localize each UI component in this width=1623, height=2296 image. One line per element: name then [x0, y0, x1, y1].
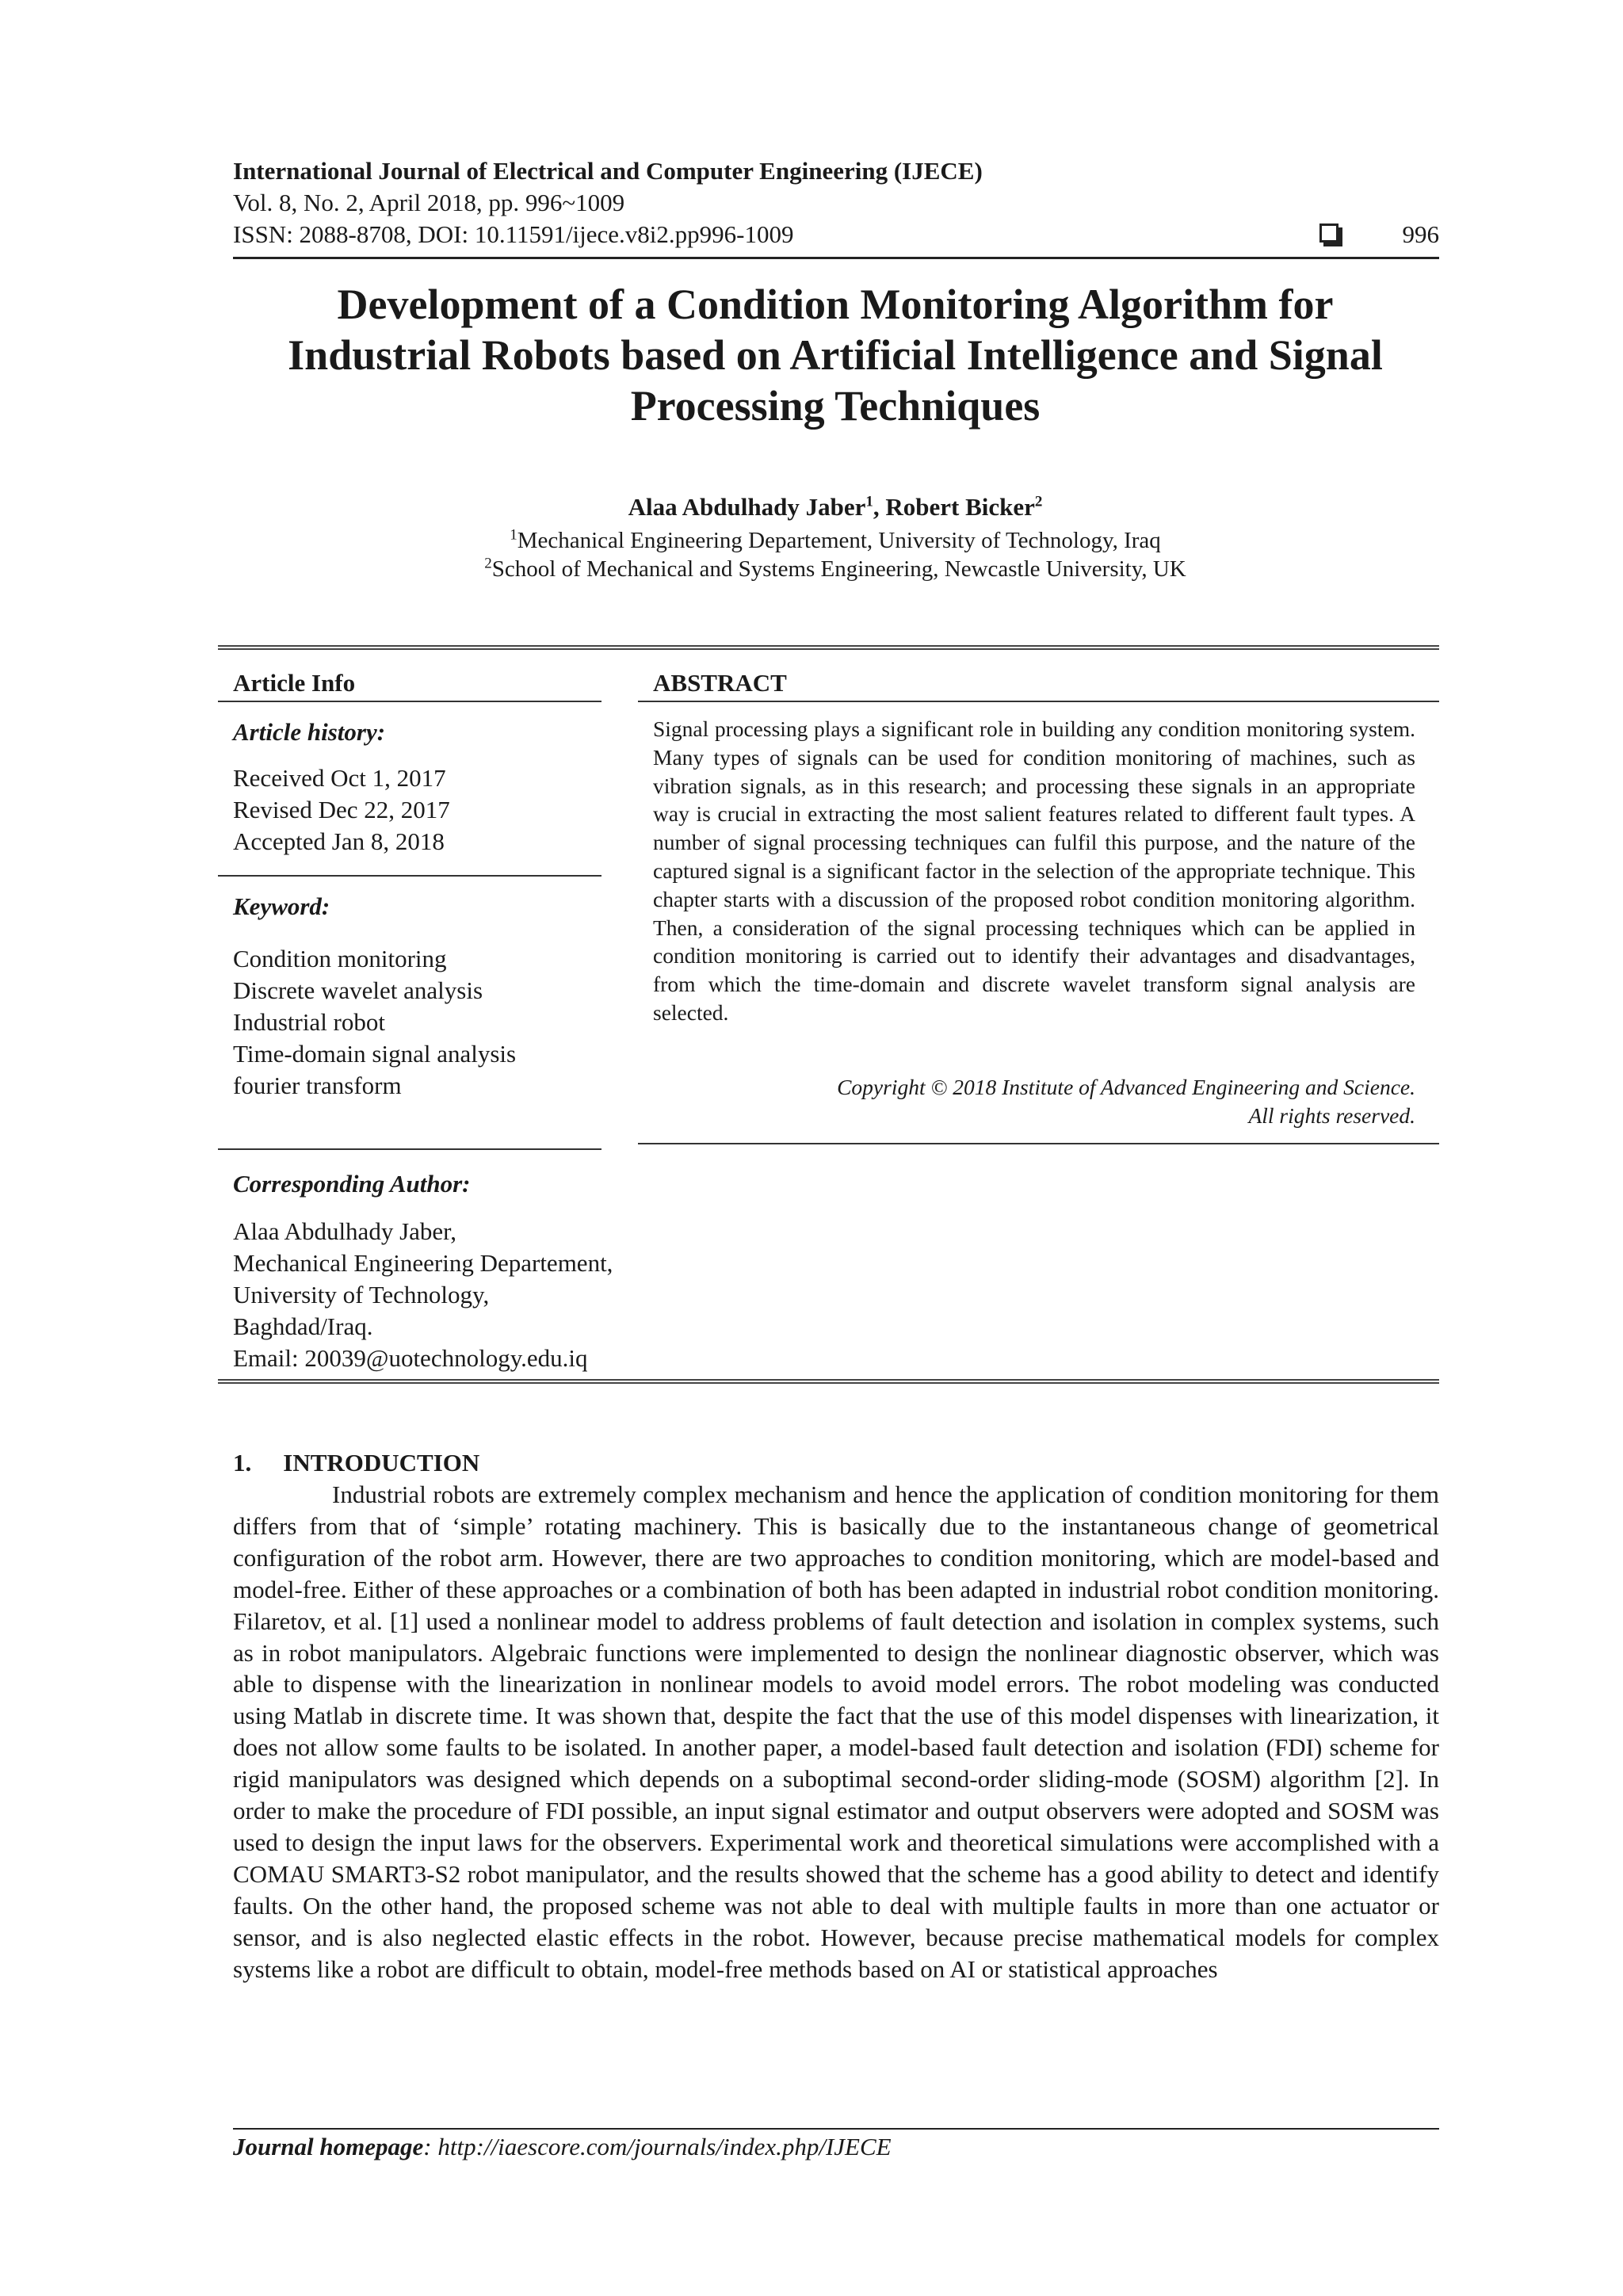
volume-info: Vol. 8, No. 2, April 2018, pp. 996~1009 — [233, 189, 625, 216]
footer-colon: : — [423, 2133, 438, 2160]
copyright-notice — [653, 1073, 1415, 1130]
keyword-bottom-rule — [218, 1148, 601, 1150]
footer-rule — [233, 2128, 1439, 2130]
keyword-item: Discrete wavelet analysis — [233, 976, 483, 1004]
copyright-line: Copyright © 2018 Institute of Advanced Engineering and Science. — [837, 1075, 1415, 1099]
affiliation — [201, 555, 1469, 583]
affiliation-text: Mechanical Engineering Departement, University of Technology, Iraq — [517, 528, 1161, 553]
received-date: Received Oct 1, 2017 — [233, 764, 446, 792]
section-title: INTRODUCTION — [283, 1449, 480, 1477]
introduction-body — [233, 1479, 1439, 1985]
square-bullet-icon — [1319, 223, 1338, 243]
author-sup: 2 — [1034, 493, 1043, 510]
copyright-line: All rights reserved. — [1248, 1103, 1415, 1128]
journal-homepage — [233, 2131, 892, 2163]
title-line: Development of a Condition Monitoring Algorithm for — [337, 281, 1334, 328]
keyword-item: Industrial robot — [233, 1008, 385, 1036]
corresponding-line: Mechanical Engineering Departement, — [233, 1249, 613, 1277]
corresponding-line: University of Technology, — [233, 1281, 490, 1308]
abstract-bottom-rule — [638, 1143, 1439, 1144]
abstract-text: Signal processing plays a significant role in building any condition monitoring system. Many types of signals can be used for condition monitoring of machines, such as vibration signals, as in this research; and processing these signals in an appropriate way is crucial in extracting the most salient features related to different fault types. A number of signal processing techniques can fulfil this purpose, and the nature of the captured signal is a significant factor in the selection of the appropriate technique. This chapter starts with a discussion of the proposed robot condition monitoring algorithm. Then, a consideration of the signal processing techniques which can be applied in condition monitoring is carried out to identify their advantages and disadvantages, from which the time-domain and discrete wavelet transform signal analysis are selected. — [653, 716, 1415, 1025]
keyword-heading: Keyword: — [233, 892, 330, 920]
info-box-top-rule — [218, 645, 1439, 650]
keyword-item: Time-domain signal analysis — [233, 1040, 517, 1068]
title-line: Processing Techniques — [630, 382, 1041, 430]
section-number: 1. — [233, 1449, 252, 1477]
author-list — [201, 491, 1469, 523]
author-name: Robert Bicker — [885, 493, 1035, 521]
author-name: Alaa Abdulhady Jaber — [628, 493, 866, 521]
journal-homepage-link[interactable]: http://iaescore.com/journals/index.php/IJECE — [437, 2133, 892, 2160]
corresponding-line: Alaa Abdulhady Jaber, — [233, 1217, 456, 1245]
issn-doi: ISSN: 2088-8708, DOI: 10.11591/ijece.v8i2.pp996-1009 — [233, 220, 794, 248]
abstract-rule — [638, 701, 1439, 702]
affiliation-sup: 1 — [510, 526, 517, 544]
introduction-paragraph: Industrial robots are extremely complex mechanism and hence the application of condition monitoring for them differs from that of ‘simple’ rotating machinery. This is basically due to the instantaneous change of geometrical configuration of the robot arm. However, there are two approaches to condition monitoring, which are model-based and model-free. Either of these approaches or a combination of both has been adapted in industrial robot condition monitoring. Filaretov, et al. [1] used a nonlinear model to address problems of fault detection and isolation in complex systems, such as in robot manipulators. Algebraic functions were implemented to design the nonlinear diagnostic observer, which was able to dispense with the linearization in nonlinear models to avoid model errors. The robot modeling was conducted using Matlab in discrete time. It was shown that, despite the fact that the use of this model dispenses with linearization, it does not allow some faults to be isolated. In another paper, a model-based fault detection and isolation (FDI) scheme for rigid manipulators was designed which depends on a suboptimal second-order sliding-mode (SOSM) algorithm [2]. In order to make the procedure of FDI possible, an input signal estimator and output observers were adopted and SOSM was used to design the input laws for the observers. Experimental work and theoretical simulations were accomplished with a COMAU SMART3-S2 robot manipulator, and the results showed that the scheme has a good ability to detect and identify faults. On the other hand, the proposed scheme was not able to deal with multiple faults in more than one actuator or sensor, and is also neglected elastic effects in the robot. However, because precise mathematical models for complex systems like a robot are difficult to obtain, model-free methods based on AI or statistical approaches — [233, 1480, 1439, 1983]
corresponding-line: Baghdad/Iraq. — [233, 1312, 373, 1340]
journal-name: International Journal of Electrical and Computer Engineering (IJECE) — [233, 157, 983, 185]
paper-title — [201, 279, 1469, 431]
author-sup: 1 — [865, 493, 873, 510]
affiliation-text: School of Mechanical and Systems Engineering, Newcastle University, UK — [491, 556, 1186, 582]
info-box-bottom-rule — [218, 1379, 1439, 1384]
page-number: 996 — [1402, 220, 1439, 248]
corresponding-email: Email: 20039@uotechnology.edu.iq — [233, 1344, 588, 1372]
keyword-item: Condition monitoring — [233, 945, 447, 972]
keyword-rule — [218, 875, 601, 877]
article-history-heading: Article history: — [233, 718, 386, 746]
affiliation — [201, 526, 1469, 555]
keyword-item: fourier transform — [233, 1072, 402, 1099]
header-rule — [233, 257, 1439, 259]
abstract-heading: ABSTRACT — [653, 669, 787, 697]
section-heading — [233, 1447, 479, 1479]
accepted-date: Accepted Jan 8, 2018 — [233, 827, 445, 855]
affiliation-sup: 2 — [484, 555, 492, 572]
title-line: Industrial Robots based on Artificial Intelligence and Signal — [288, 331, 1383, 379]
author-separator: , — [873, 493, 886, 521]
article-info-heading: Article Info — [233, 669, 356, 697]
footer-label: Journal homepage — [233, 2133, 424, 2160]
corresponding-author-heading: Corresponding Author: — [233, 1170, 471, 1198]
revised-date: Revised Dec 22, 2017 — [233, 796, 450, 823]
article-info-rule — [218, 701, 601, 702]
